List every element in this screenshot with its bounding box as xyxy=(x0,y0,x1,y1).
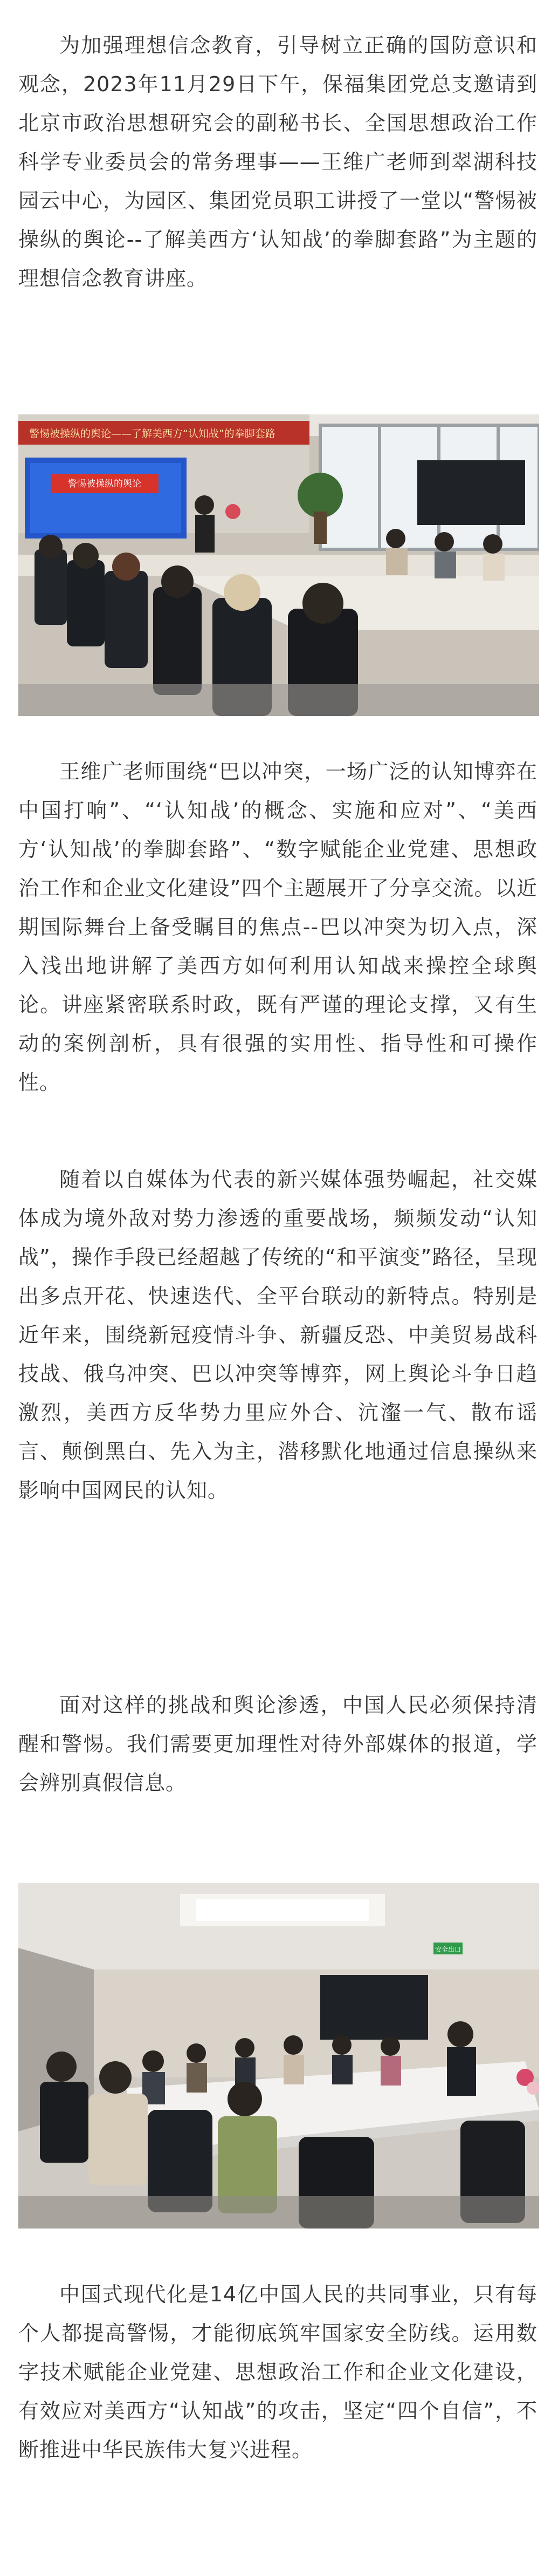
banner-text: 警惕被操纵的舆论——了解美西方“认知战”的拳脚套路 xyxy=(29,428,275,440)
paragraph-topics: 王维广老师围绕“巴以冲突，一场广泛的认知博弈在中国打响”、“‘认知战’的概念、实施和应对”、“美西方‘认知战’的拳脚套路”、“数字赋能企业党建、思想政治工作和企业文化建设”四个主题展开了分享交流。以近期国际舞台上备受瞩目的焦点--巴以冲突为切入点，深入浅出地讲解了美西方如何利用认知战来操控全球舆论。讲座紧密联系时政，既有严谨的理论支撑，又有生动的案例剖析，具有很强的实用性、指导性和可操作性。 xyxy=(18,760,538,1094)
paragraph-conclusion: 中国式现代化是14亿中国人民的共同事业，只有每个人都提高警惕，才能彻底筑牢国家安全防线。运用数字技术赋能企业党建、思想政治工作和企业文化建设，有效应对美西方“认知战”的攻击，坚定“四个自信”，不断推进中华民族伟大复兴进程。 xyxy=(18,2282,538,2462)
paragraph-intro: 为加强理想信念教育，引导树立正确的国防意识和观念，2023年11月29日下午，保福集团党总支邀请到北京市政治思想研究会的副秘书长、全国思想政治工作科学专业委员会的常务理事——王维广老师到翠湖科技园云中心，为园区、集团党员职工讲授了一堂以“警惕被操纵的舆论--了解美西方‘认知战’的拳脚套路”为主题的理想信念教育讲座。 xyxy=(18,33,538,290)
paragraph-media: 随着以自媒体为代表的新兴媒体强势崛起，社交媒体成为境外敌对势力渗透的重要战场，频频发动“认知战”，操作手段已经超越了传统的“和平演变”路径，呈现出多点开花、快速迭代、全平台联动的新特点。特别是近年来，围绕新冠疫情斗争、新疆反恐、中美贸易战科技战、俄乌冲突、巴以冲突等博弈，网上舆论斗争日趋激烈，美西方反华势力里应外合、沆瀣一气、散布谣言、颠倒黑白、先入为主，潜移默化地通过信息操纵来影响中国网民的认知。 xyxy=(18,1168,538,1502)
meeting-photo xyxy=(18,1883,539,2229)
lecture-photo-graphic xyxy=(18,414,539,716)
exit-sign-text: 安全出口 xyxy=(435,1946,461,1953)
slide-text: 警惕被操纵的舆论 xyxy=(68,479,141,489)
paragraph-vigilance: 面对这样的挑战和舆论渗透，中国人民必须保持清醒和警惕。我们需要更加理性对待外部媒体的报道，学会辨别真假信息。 xyxy=(18,1693,538,1795)
meeting-photo-graphic xyxy=(18,1883,539,2229)
lecture-photo xyxy=(18,414,539,716)
